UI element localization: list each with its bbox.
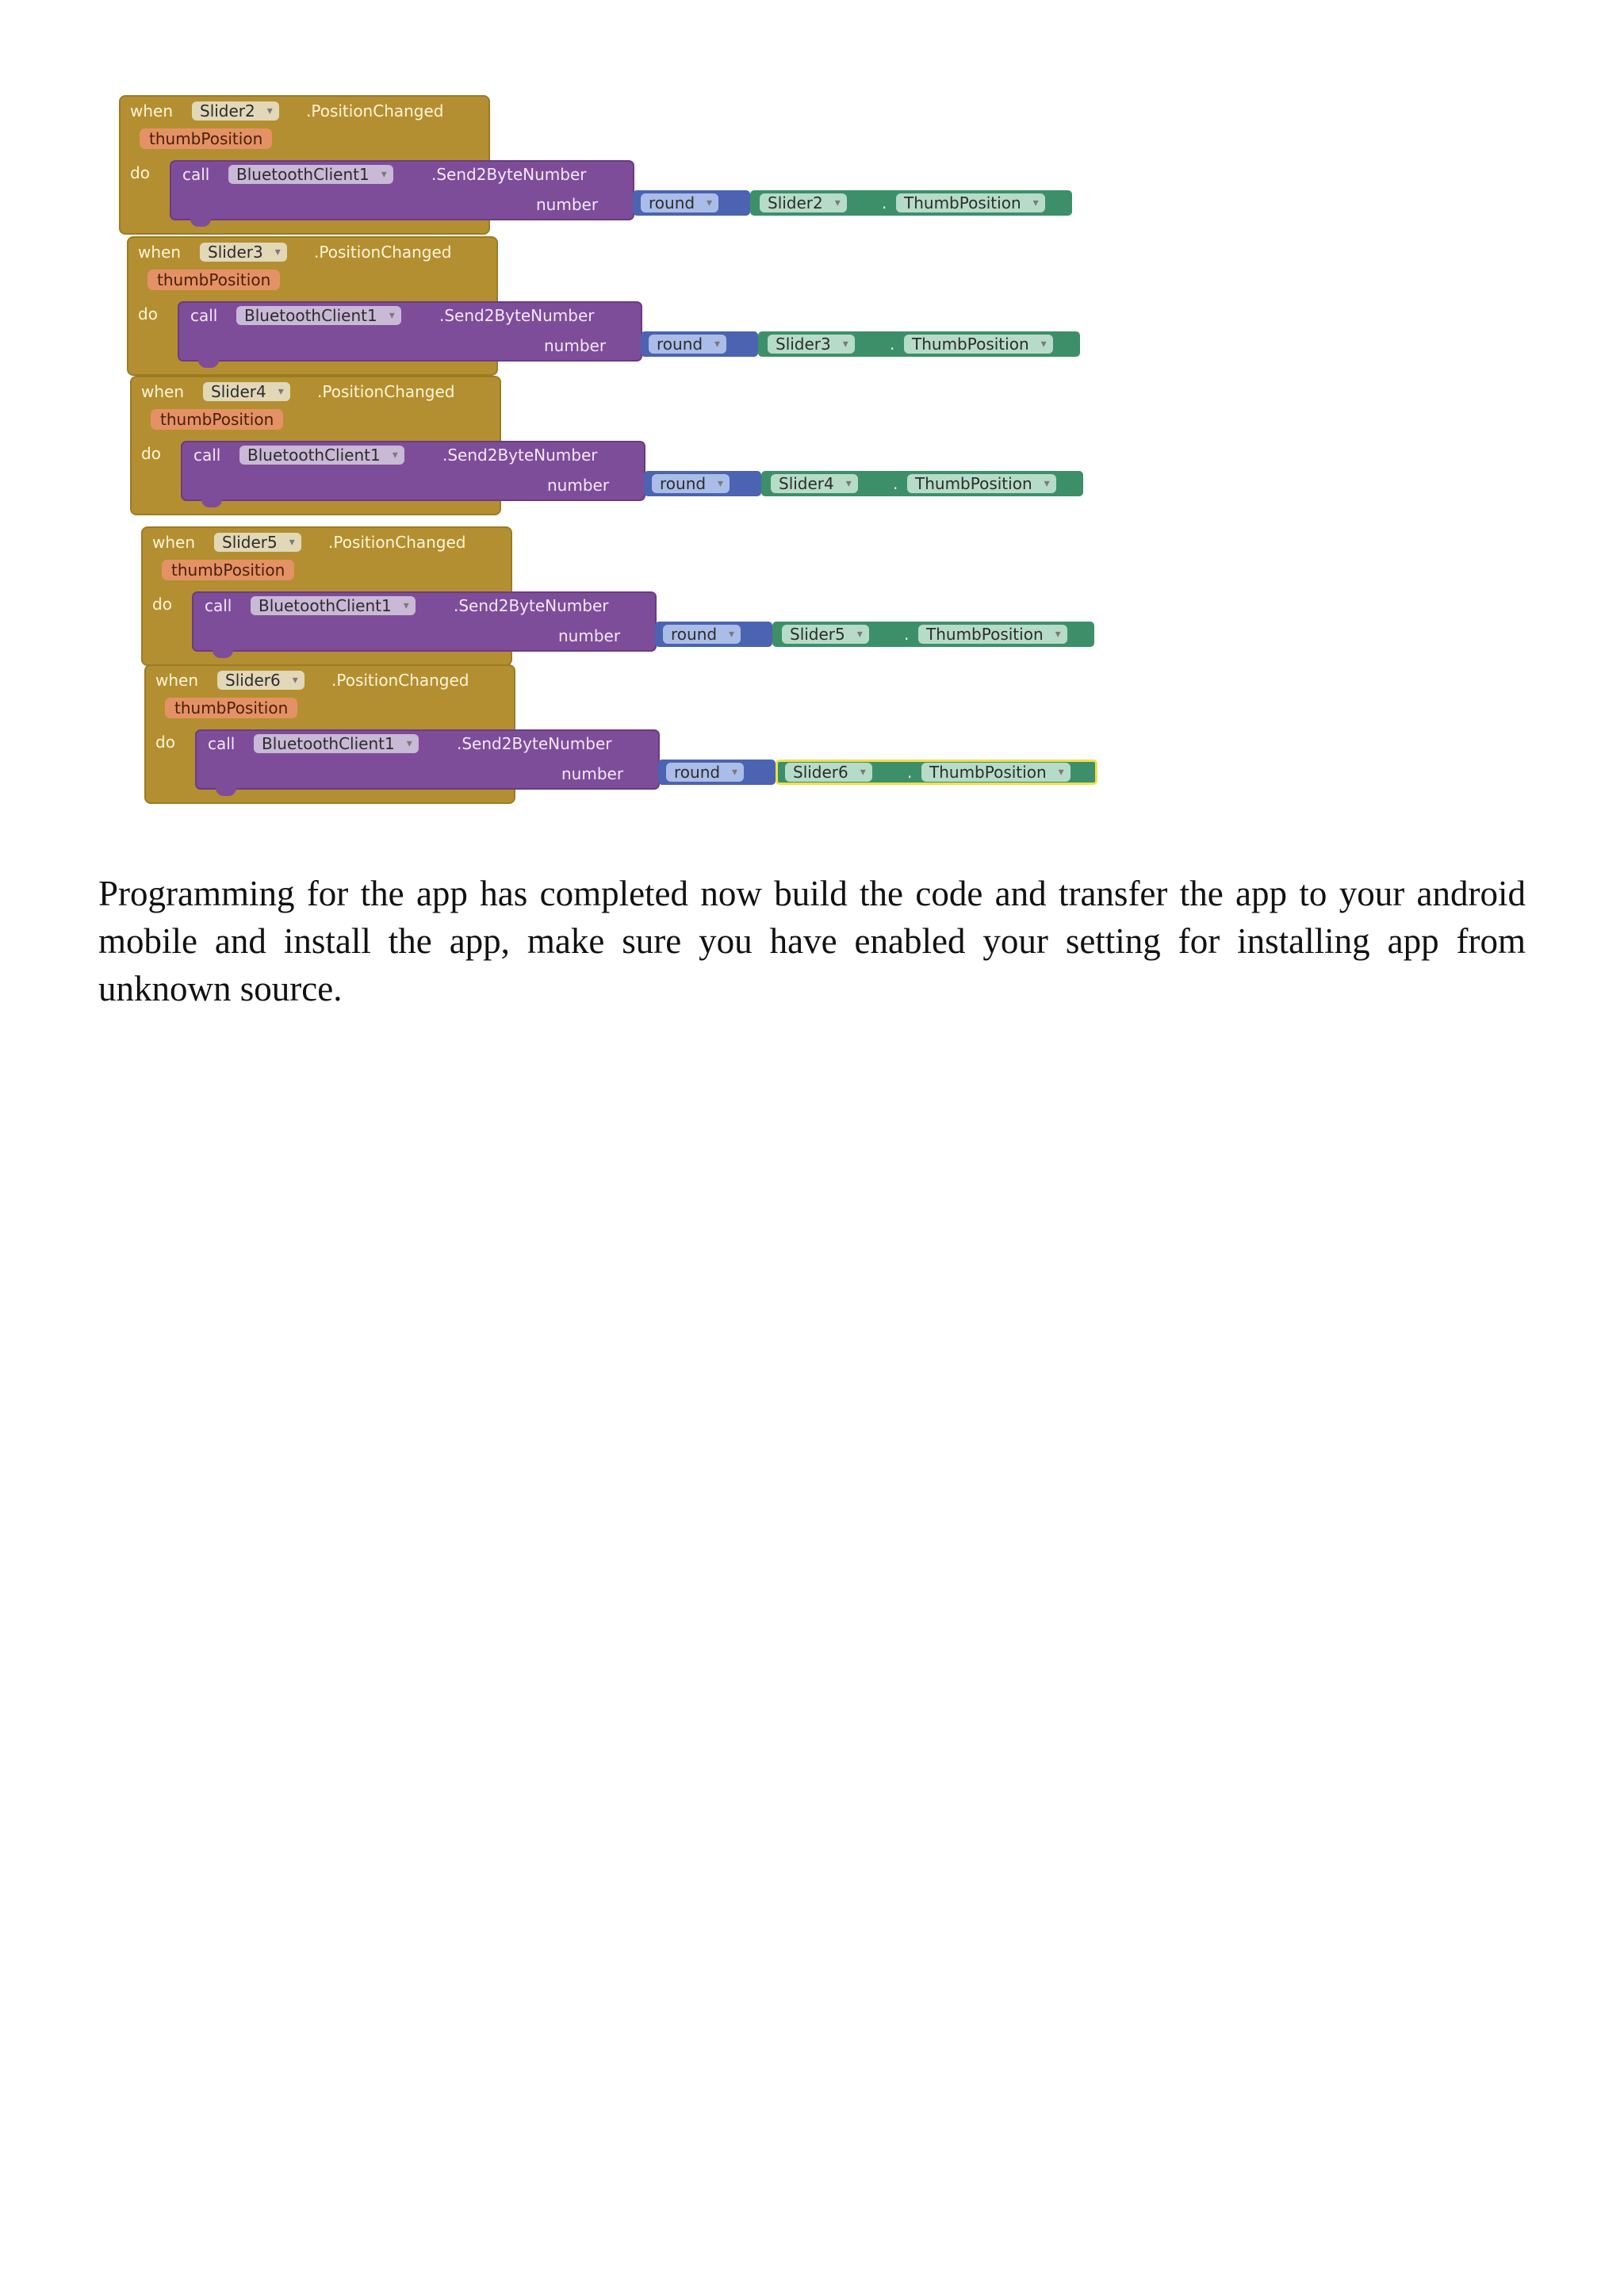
chevron-down-icon: ▾ bbox=[842, 338, 848, 350]
chevron-down-icon: ▾ bbox=[381, 168, 387, 181]
call-label: call bbox=[190, 306, 218, 325]
call-label: call bbox=[193, 446, 221, 465]
chevron-down-icon: ▾ bbox=[718, 477, 724, 490]
chevron-down-icon: ▾ bbox=[406, 737, 412, 750]
chevron-down-icon: ▾ bbox=[707, 197, 713, 209]
component-dropdown[interactable]: Slider4 ▾ bbox=[771, 474, 858, 493]
thumb-position-param[interactable]: thumbPosition bbox=[165, 698, 297, 718]
method-name: .Send2ByteNumber bbox=[457, 734, 612, 753]
property-dropdown[interactable]: ThumbPosition ▾ bbox=[907, 474, 1056, 493]
call-label: call bbox=[182, 165, 210, 184]
chevron-down-icon: ▾ bbox=[732, 766, 738, 779]
bluetooth-client-dropdown[interactable]: BluetoothClient1 ▾ bbox=[254, 734, 419, 753]
event-block[interactable] bbox=[144, 664, 1136, 804]
chevron-down-icon: ▾ bbox=[403, 599, 409, 612]
event-block[interactable] bbox=[119, 95, 1110, 235]
property-dropdown[interactable]: ThumbPosition ▾ bbox=[904, 335, 1053, 354]
slider-dropdown[interactable]: Slider5 ▾ bbox=[214, 533, 301, 552]
event-name: .PositionChanged bbox=[314, 243, 452, 262]
event-name: .PositionChanged bbox=[317, 382, 455, 401]
thumb-position-param[interactable]: thumbPosition bbox=[162, 560, 294, 580]
chevron-down-icon: ▾ bbox=[292, 674, 298, 687]
thumb-position-param[interactable]: thumbPosition bbox=[151, 409, 283, 430]
property-separator: . bbox=[893, 474, 898, 493]
when-label: when bbox=[152, 533, 196, 552]
chevron-down-icon: ▾ bbox=[1058, 766, 1064, 779]
thumb-position-param[interactable]: thumbPosition bbox=[147, 270, 280, 290]
blocks-figure bbox=[119, 95, 1102, 821]
slider-dropdown[interactable]: Slider4 ▾ bbox=[203, 382, 290, 401]
bluetooth-client-dropdown[interactable]: BluetoothClient1 ▾ bbox=[251, 596, 416, 615]
property-dropdown[interactable]: ThumbPosition ▾ bbox=[896, 193, 1045, 212]
chevron-down-icon: ▾ bbox=[714, 338, 721, 350]
do-label: do bbox=[130, 163, 150, 182]
chevron-down-icon: ▾ bbox=[834, 197, 841, 209]
chevron-down-icon: ▾ bbox=[1044, 477, 1050, 490]
method-name: .Send2ByteNumber bbox=[439, 306, 595, 325]
number-label: number bbox=[544, 336, 607, 355]
round-dropdown[interactable]: round ▾ bbox=[641, 193, 718, 212]
call-label: call bbox=[205, 596, 232, 615]
property-dropdown[interactable]: ThumbPosition ▾ bbox=[918, 625, 1067, 644]
slider-dropdown[interactable]: Slider6 ▾ bbox=[217, 671, 304, 690]
event-name: .PositionChanged bbox=[328, 533, 466, 552]
when-label: when bbox=[130, 101, 174, 121]
component-dropdown[interactable]: Slider6 ▾ bbox=[785, 763, 872, 782]
when-label: when bbox=[155, 671, 199, 690]
bluetooth-client-dropdown[interactable]: BluetoothClient1 ▾ bbox=[236, 306, 401, 325]
chevron-down-icon: ▾ bbox=[289, 536, 295, 549]
round-dropdown[interactable]: round ▾ bbox=[649, 335, 726, 354]
number-label: number bbox=[561, 764, 624, 783]
chevron-down-icon: ▾ bbox=[845, 477, 852, 490]
chevron-down-icon: ▾ bbox=[392, 449, 398, 461]
number-label: number bbox=[547, 476, 610, 495]
component-dropdown[interactable]: Slider3 ▾ bbox=[768, 335, 855, 354]
property-separator: . bbox=[890, 335, 895, 354]
property-separator: . bbox=[882, 193, 887, 212]
do-label: do bbox=[138, 304, 158, 323]
when-label: when bbox=[138, 243, 182, 262]
property-dropdown[interactable]: ThumbPosition ▾ bbox=[921, 763, 1071, 782]
do-label: do bbox=[155, 733, 175, 752]
method-name: .Send2ByteNumber bbox=[431, 165, 587, 184]
event-block[interactable] bbox=[127, 236, 1118, 376]
do-label: do bbox=[141, 444, 161, 463]
chevron-down-icon: ▾ bbox=[729, 628, 735, 641]
method-name: .Send2ByteNumber bbox=[442, 446, 598, 465]
slider-dropdown[interactable]: Slider2 ▾ bbox=[192, 101, 279, 121]
chevron-down-icon: ▾ bbox=[274, 246, 281, 258]
chevron-down-icon: ▾ bbox=[1032, 197, 1039, 209]
chevron-down-icon: ▾ bbox=[266, 105, 273, 117]
chevron-down-icon: ▾ bbox=[856, 628, 863, 641]
chevron-down-icon: ▾ bbox=[860, 766, 866, 779]
event-block[interactable] bbox=[130, 376, 1121, 515]
call-label: call bbox=[208, 734, 236, 753]
chevron-down-icon: ▾ bbox=[1055, 628, 1061, 641]
component-dropdown[interactable]: Slider2 ▾ bbox=[760, 193, 847, 212]
component-dropdown[interactable]: Slider5 ▾ bbox=[782, 625, 869, 644]
method-name: .Send2ByteNumber bbox=[454, 596, 609, 615]
number-label: number bbox=[558, 626, 621, 645]
round-dropdown[interactable]: round ▾ bbox=[663, 625, 741, 644]
bluetooth-client-dropdown[interactable]: BluetoothClient1 ▾ bbox=[228, 165, 393, 184]
number-label: number bbox=[536, 195, 599, 214]
thumb-position-param[interactable]: thumbPosition bbox=[140, 128, 272, 149]
bluetooth-client-dropdown[interactable]: BluetoothClient1 ▾ bbox=[239, 446, 404, 465]
property-separator: . bbox=[904, 625, 910, 644]
event-name: .PositionChanged bbox=[306, 101, 444, 121]
when-label: when bbox=[141, 382, 185, 401]
do-label: do bbox=[152, 595, 172, 614]
chevron-down-icon: ▾ bbox=[278, 385, 284, 398]
chevron-down-icon: ▾ bbox=[389, 309, 395, 322]
chevron-down-icon: ▾ bbox=[1040, 338, 1047, 350]
event-name: .PositionChanged bbox=[331, 671, 469, 690]
event-block[interactable] bbox=[141, 526, 1132, 666]
round-dropdown[interactable]: round ▾ bbox=[652, 474, 730, 493]
round-dropdown[interactable]: round ▾ bbox=[666, 763, 744, 782]
slider-dropdown[interactable]: Slider3 ▾ bbox=[200, 243, 287, 262]
property-separator: . bbox=[907, 763, 913, 782]
body-paragraph: Programming for the app has completed now build the code and transfer the app to your android mobile and install the app, make sure you have enabled your setting for installing app from unknown source. bbox=[98, 874, 1526, 1008]
